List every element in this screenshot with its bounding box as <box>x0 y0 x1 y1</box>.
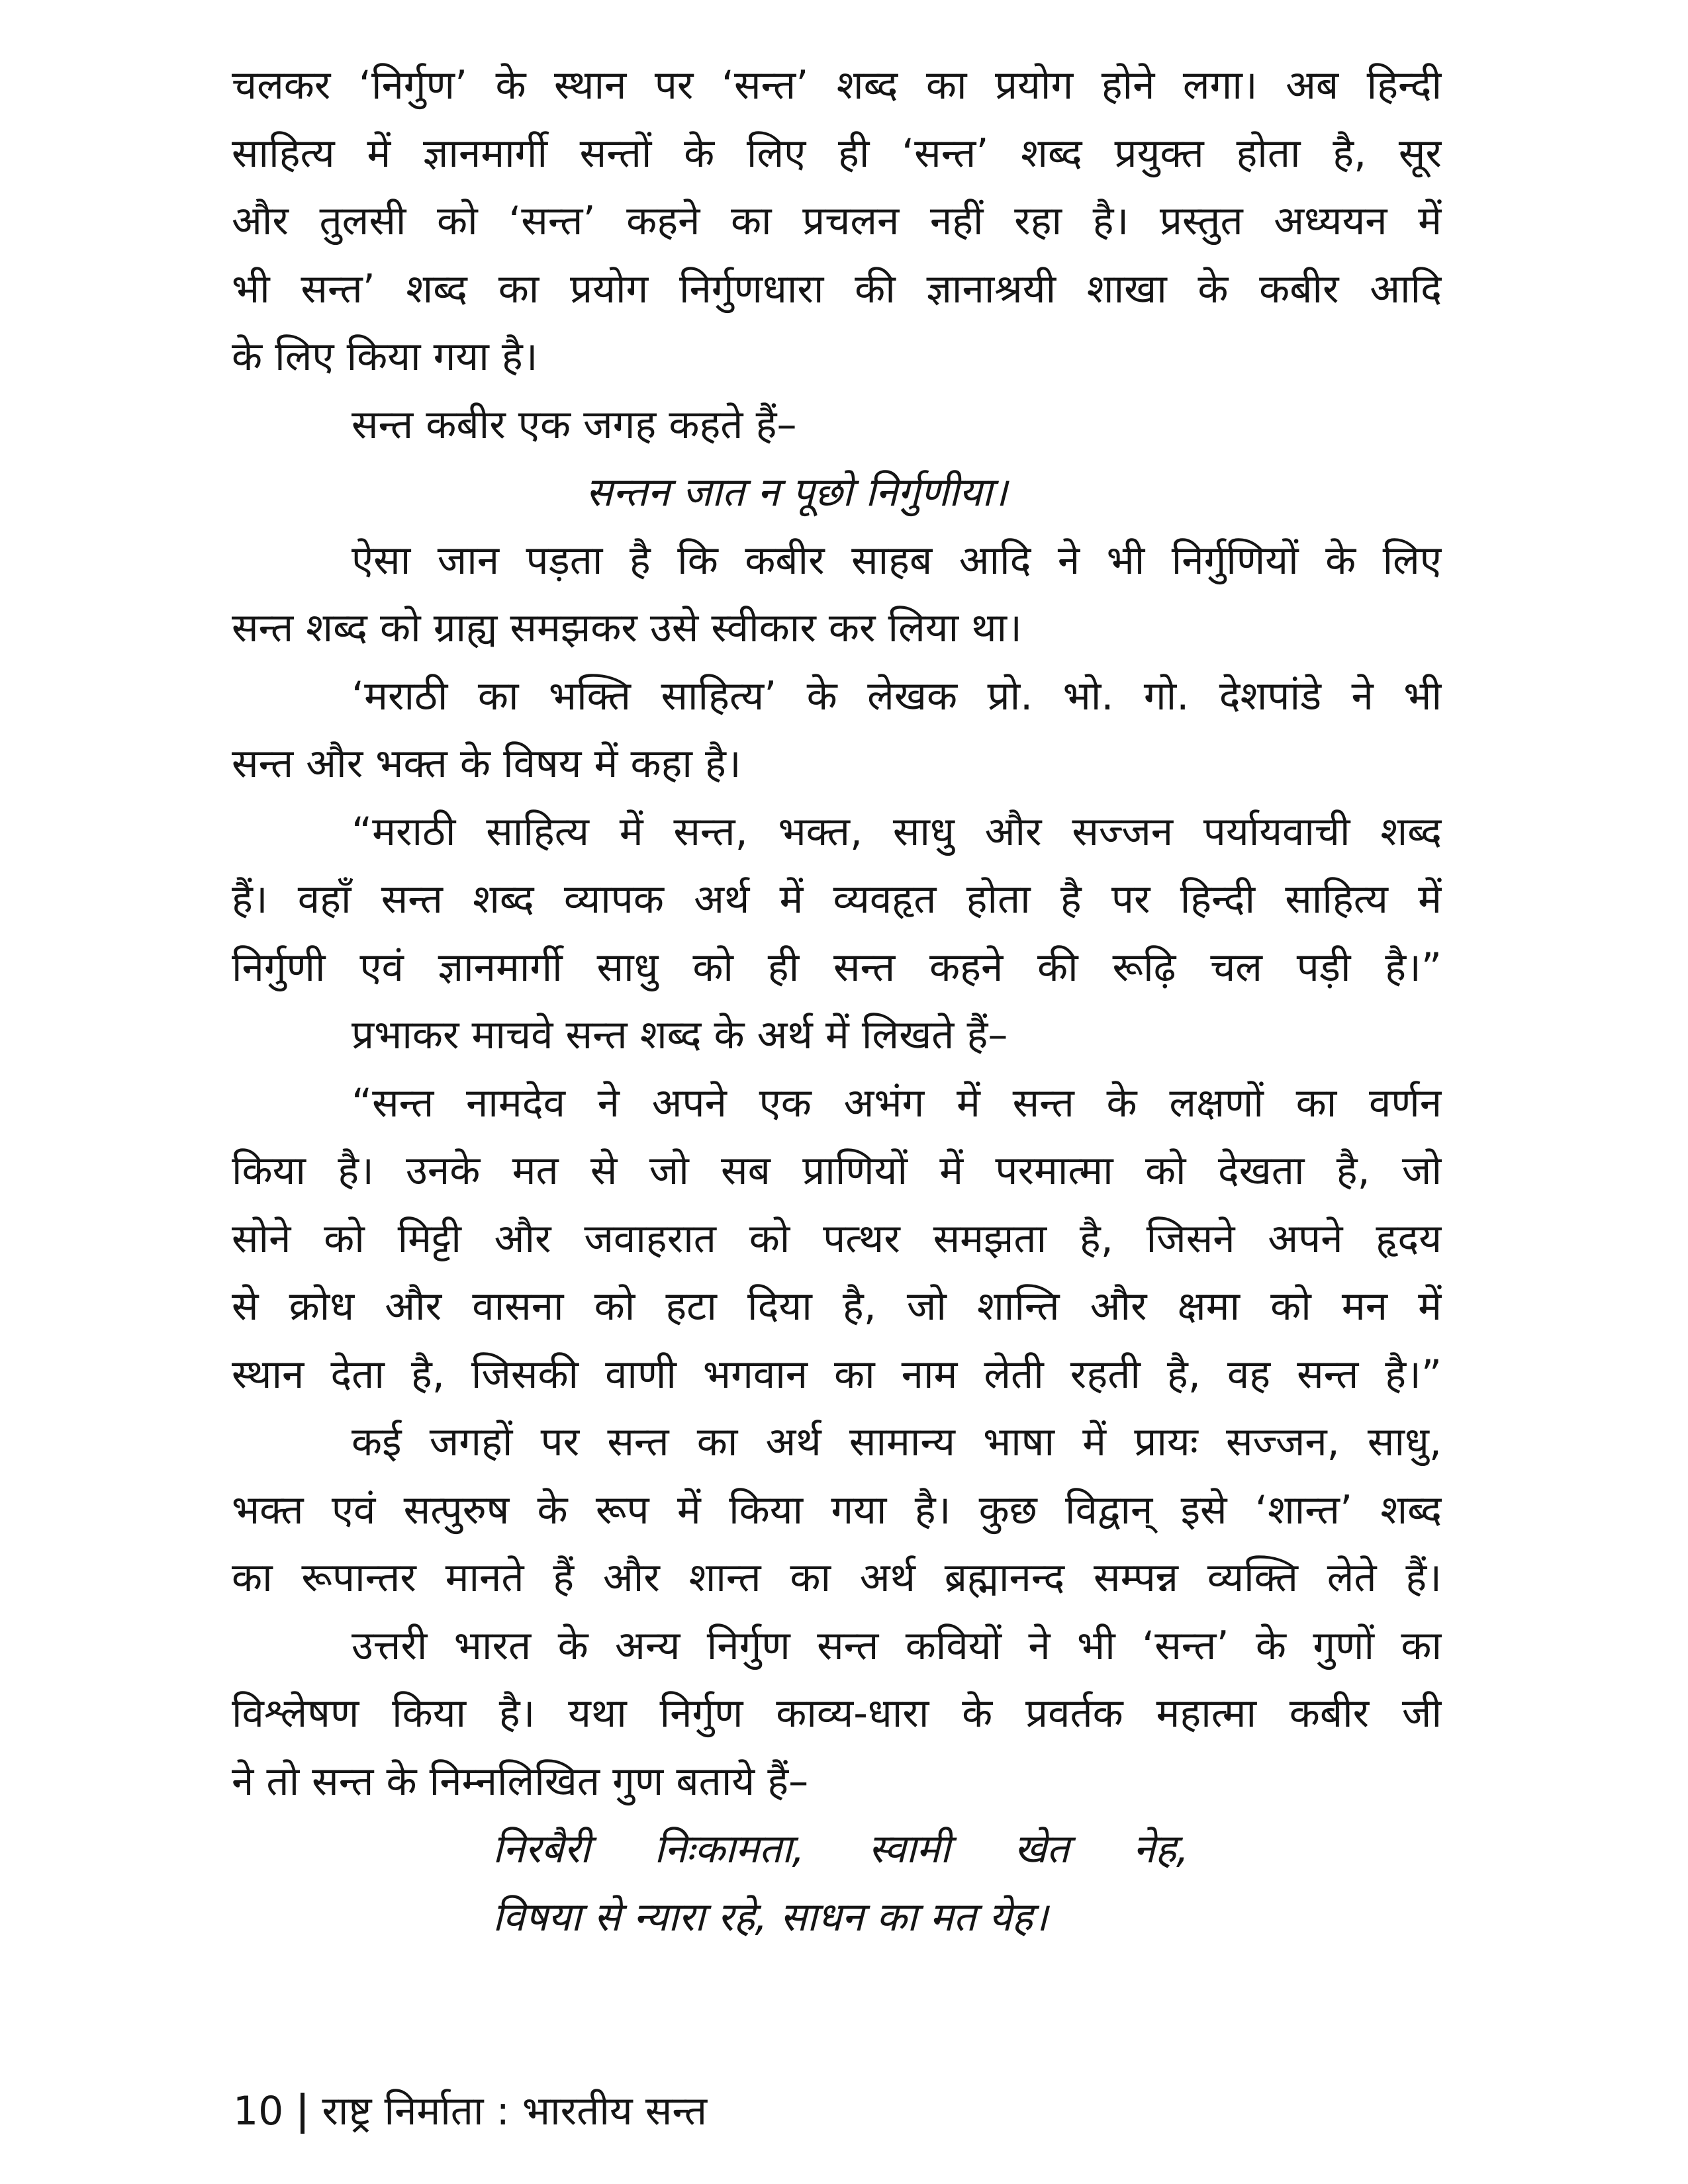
text-line: निर्गुणी एवं ज्ञानमार्गी साधु को ही सन्त कहने की रूढ़ि चल पड़ी है।” <box>232 944 1442 991</box>
text-line: कई जगहों पर सन्त का अर्थ सामान्य भाषा में प्रायः सज्जन, साधु, <box>352 1419 1442 1465</box>
footer-divider <box>301 2093 305 2134</box>
page-footer <box>233 2085 707 2138</box>
text-line: प्रभाकर माचवे सन्त शब्द के अर्थ में लिखते हैं– <box>352 1012 1008 1058</box>
text-line: सन्त और भक्त के विषय में कहा है। <box>232 741 741 787</box>
verse-line: विषया से न्यारा रहे, साधन का मत येह। <box>492 1893 1048 1940</box>
page-number: 10 <box>233 2088 284 2134</box>
verse-line: सन्तन जात न पूछो निर्गुणीया। <box>586 469 1008 516</box>
text-line: साहित्य में ज्ञानमार्गी सन्तों के लिए ही ‘सन्त’ शब्द प्रयुक्त होता है, सूर <box>232 130 1442 177</box>
text-line: भी सन्त’ शब्द का प्रयोग निर्गुणधारा की ज्ञानाश्रयी शाखा के कबीर आदि <box>232 265 1442 312</box>
verse-line: निरबैरी निःकामता, स्वामी खेत नेह, <box>492 1826 1189 1872</box>
text-line: से क्रोध और वासना को हटा दिया है, जो शान्ति और क्षमा को मन में <box>232 1283 1442 1330</box>
text-line: ऐसा जान पड़ता है कि कबीर साहब आदि ने भी निर्गुणियों के लिए <box>352 537 1442 584</box>
running-title: राष्ट्र निर्माता : भारतीय सन्त <box>322 2088 708 2134</box>
text-line: उत्तरी भारत के अन्य निर्गुण सन्त कवियों ने भी ‘सन्त’ के गुणों का <box>352 1622 1442 1669</box>
text-line: किया है। उनके मत से जो सब प्राणियों में परमात्मा को देखता है, जो <box>232 1148 1442 1194</box>
text-line: भक्त एवं सत्पुरुष के रूप में किया गया है। कुछ विद्वान् इसे ‘शान्त’ शब्द <box>232 1486 1442 1533</box>
text-line: विश्लेषण किया है। यथा निर्गुण काव्य-धारा के प्रवर्तक महात्मा कबीर जी <box>232 1690 1442 1737</box>
text-line: के लिए किया गया है। <box>232 334 538 380</box>
text-line: ‘मराठी का भक्ति साहित्य’ के लेखक प्रो. भो. गो. देशपांडे ने भी <box>352 672 1442 719</box>
text-line: “मराठी साहित्य में सन्त, भक्त, साधु और सज्जन पर्यायवाची शब्द <box>352 808 1442 855</box>
text-line: का रूपान्तर मानते हैं और शान्त का अर्थ ब्रह्मानन्द सम्पन्न व्यक्ति लेते हैं। <box>232 1555 1442 1601</box>
text-line: “सन्त नामदेव ने अपने एक अभंग में सन्त के लक्षणों का वर्णन <box>352 1079 1442 1126</box>
text-line: चलकर ‘निर्गुण’ के स्थान पर ‘सन्त’ शब्द का प्रयोग होने लगा। अब हिन्दी <box>232 62 1442 109</box>
text-line: हैं। वहाँ सन्त शब्द व्यापक अर्थ में व्यवहृत होता है पर हिन्दी साहित्य में <box>232 876 1442 923</box>
text-line: स्थान देता है, जिसकी वाणी भगवान का नाम लेती रहती है, वह सन्त है।” <box>232 1351 1442 1398</box>
text-line: और तुलसी को ‘सन्त’ कहने का प्रचलन नहीं रहा है। प्रस्तुत अध्ययन में <box>232 198 1442 244</box>
text-line: सोने को मिट्टी और जवाहरात को पत्थर समझता है, जिसने अपने हृदय <box>232 1215 1442 1262</box>
text-line: सन्त शब्द को ग्राह्य समझकर उसे स्वीकार कर लिया था। <box>232 605 1022 651</box>
text-line: ने तो सन्त के निम्नलिखित गुण बताये हैं– <box>232 1758 809 1805</box>
text-line: सन्त कबीर एक जगह कहते हैं– <box>352 401 797 448</box>
